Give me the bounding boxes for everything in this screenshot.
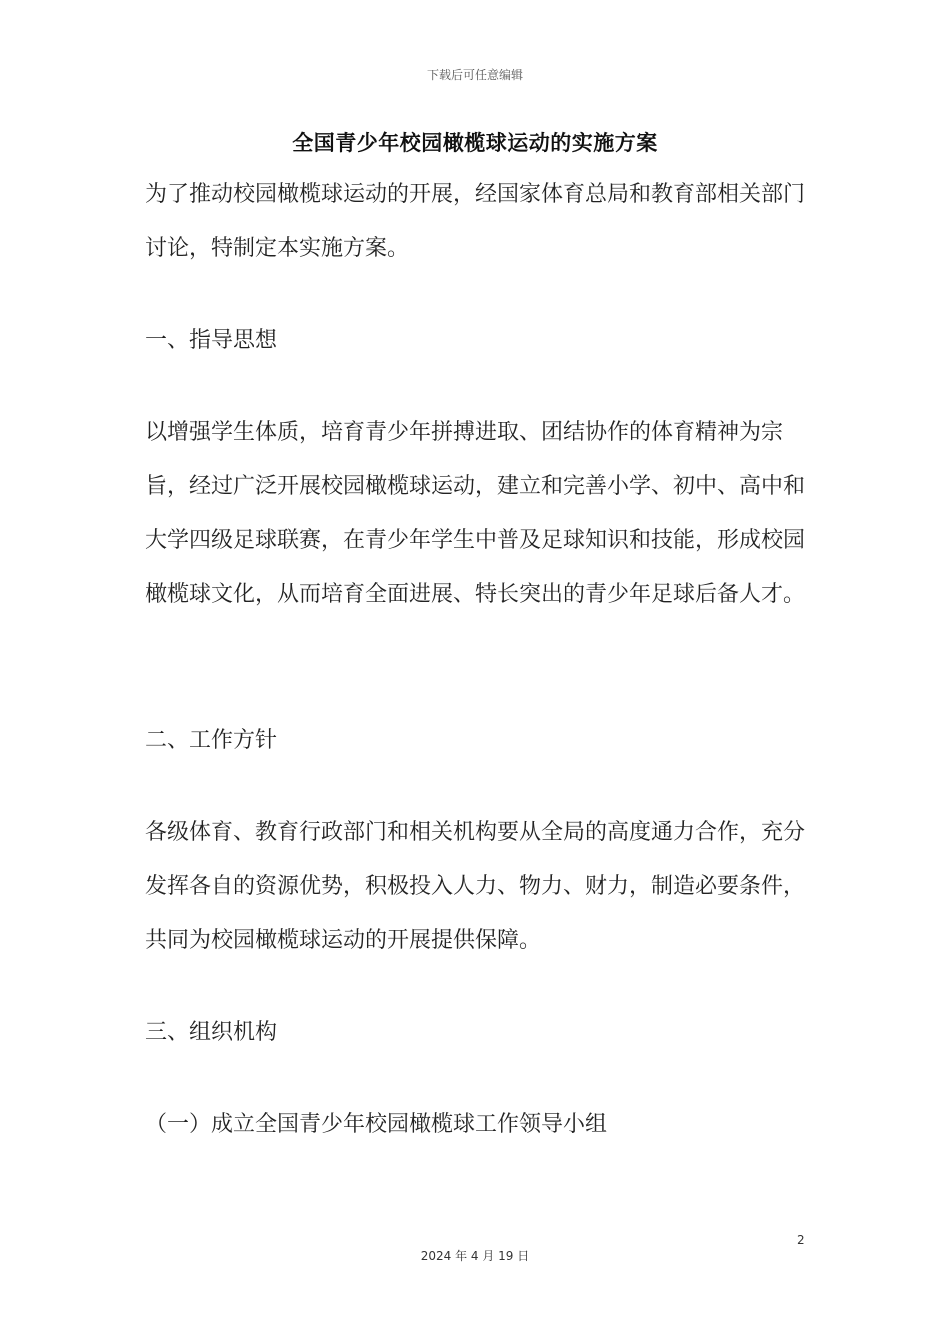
header-note: 下载后可任意编辑 [426, 68, 523, 82]
subsection-heading-leading-group: （一）成立全国青少年校园橄榄球工作领导小组 [145, 1112, 608, 1137]
section-heading-organization: 三、组织机构 [145, 1020, 278, 1045]
section-heading-work-policy: 二、工作方针 [145, 728, 278, 753]
document-title: 全国青少年校园橄榄球运动的实施方案 [292, 131, 658, 155]
intro-paragraph: 为了推动校园橄榄球运动的开展，经国家体育总局和教育部相关部门讨论，特制定本实施方案。 [145, 182, 806, 261]
section-body-work-policy: 各级体育、教育行政部门和相关机构要从全局的高度通力合作，充分发挥各自的资源优势，积极投入人力、物力、财力，制造必要条件，共同为校园橄榄球运动的开展提供保障。 [145, 820, 806, 953]
footer-date: 2024 年 4 月 19 日 [420, 1249, 530, 1263]
page-number: 2 [797, 1233, 805, 1247]
section-body-guiding-ideology: 以增强学生体质，培育青少年拼搏进取、团结协作的体育精神为宗旨，经过广泛开展校园橄榄球运动，建立和完善小学、初中、高中和大学四级足球联赛，在青少年学生中普及足球知识和技能，形成校园橄榄球文化，从而培育全面进展、特长突出的青少年足球后备人才。 [145, 420, 806, 607]
section-heading-guiding-ideology: 一、指导思想 [145, 328, 278, 353]
